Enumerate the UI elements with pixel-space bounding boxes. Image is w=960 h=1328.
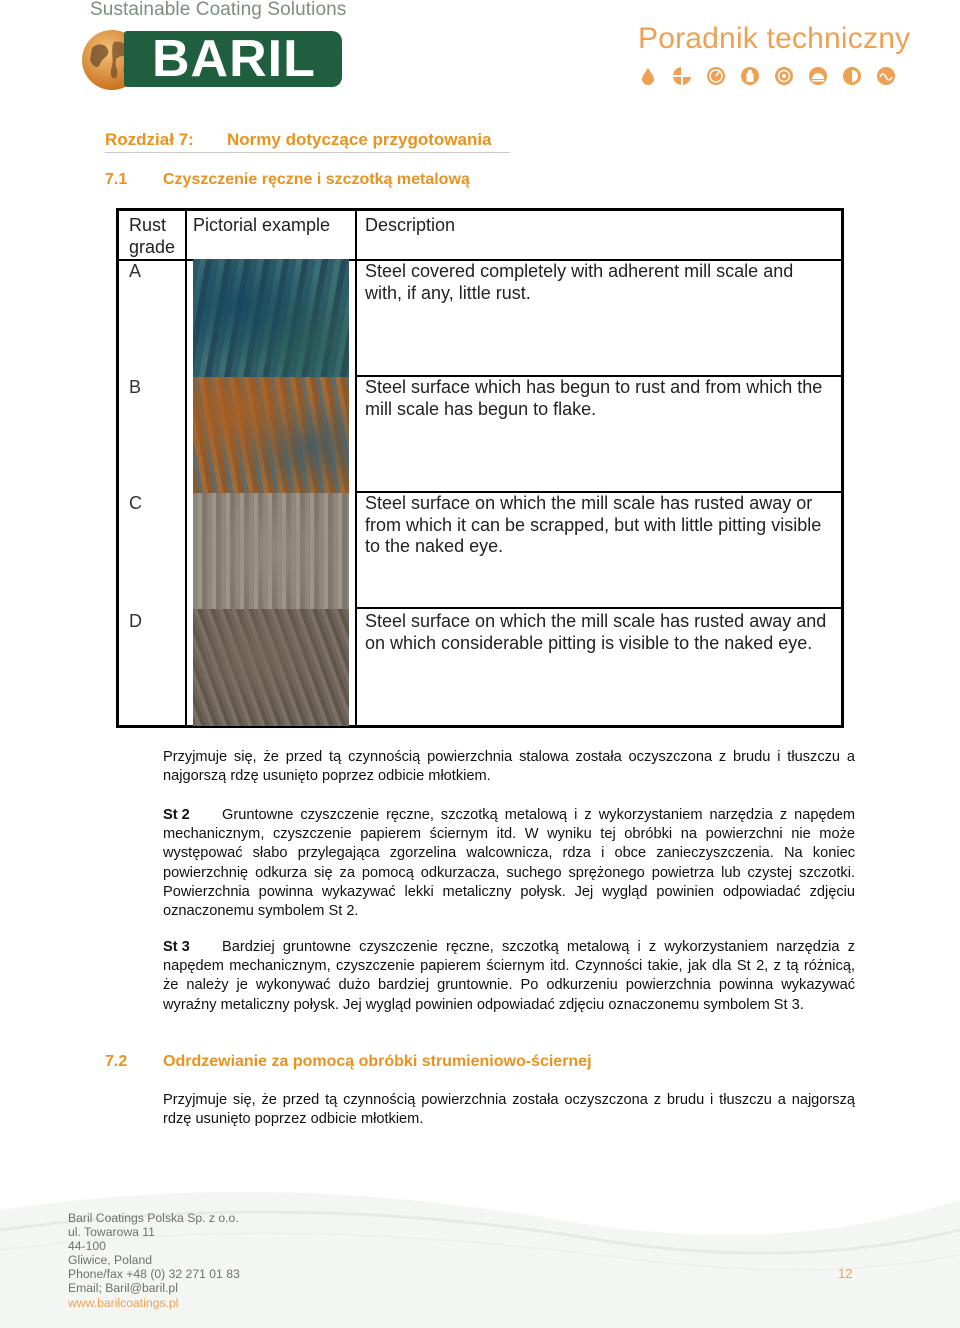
dome-icon [808,66,828,86]
footer-email[interactable]: Email; Baril@baril.pl [68,1281,178,1296]
section-heading-7-1 [105,171,470,189]
guide-title: Poradnik techniczny [638,22,911,55]
chapter-heading [105,130,510,153]
footer-street: ul. Towarowa 11 [68,1225,155,1240]
page-number: 12 [838,1266,853,1281]
st2-text: Gruntowne czyszczenie ręczne, szczotką metalową i z wykorzystaniem narzędzia z napędem mechanicznym, czyszczenie papierem ściernym itd. W wyniku tej obróbki na powierzchni nie może występować słabo przylegająca zgorzelina walcownicza, rdza i obce zanieczyszczenia. Na koniec powierzchnię odkurza się za pomocą odkurzacza, suchego sprężonego powietrza lub czystej szczotki. Powierzchnia powinna wykazywać lekki metaliczny połysk. Jej wygląd powinien odpowiadać zdjęciu oznaczonemu symbolem St 2. [163,807,855,920]
description-b: Steel surface which has begun to rust and from which the mill scale has begun to flake. [365,377,823,419]
quadrant-icon [672,66,692,86]
st3-paragraph [163,938,855,1015]
rust-photo-b [193,377,349,493]
section-number: 7.2 [105,1053,128,1070]
target-icon [774,66,794,86]
footer-contact [68,1211,240,1310]
section-7-2-paragraph: Przyjmuje się, że przed tą czynnością powierzchnia została oczyszczona z brudu i tłuszczu a najgorszą rdzę usunięto poprzez odbicie młotkiem. [163,1092,855,1128]
rust-photo-c [193,493,349,609]
baril-logo: BARIL [124,31,342,87]
header-pictorial: Pictorial example [193,215,331,235]
header-rust-grade: Rust grade [129,215,176,257]
rust-photo-d [193,609,349,726]
intro-paragraph: Przyjmuje się, że przed tą czynnością powierzchnia stalowa została oczyszczona z brudu i tłuszczu a najgorszą rdzę usunięto poprzez odbicie młotkiem. [163,749,855,785]
column-divider [355,211,357,725]
grade-d: D [129,611,142,631]
footer-company: Baril Coatings Polska Sp. z o.o. [68,1211,239,1225]
description-a: Steel covered completely with adherent mill scale and with, if any, little rust. [365,261,794,303]
section-title: Odrdzewianie za pomocą obróbki strumieniowo-ściernej [163,1053,592,1070]
wave-icon [876,66,896,86]
st3-text: Bardziej gruntowne czyszczenie ręczne, szczotką metalową i z wykorzystaniem narzędzia z napędem mechanicznym, czyszczenie papierem ściernym itd. Czynności takie, jak dla St 2, z tą różnicą, że należy je wykonywać dużo bardziej gruntownie. Po odkurzeniu powierzchnia powinna wykazywać wyraźny metaliczny połysk. Jej wygląd powinien odpowiadać zdjęciu oznaczonemu symbolem St 3. [163,939,855,1013]
half-circle-icon [842,66,862,86]
row-divider [355,607,841,609]
footer-city: Gliwice, Poland [68,1253,152,1268]
description-c: Steel surface on which the mill scale has rusted away or from which it can be scrapped, but with little pitting visible to the naked eye. [365,493,822,556]
chapter-label: Rozdział 7: [105,130,194,149]
rust-photo-a [193,259,349,377]
section-heading-7-2 [105,1053,592,1071]
description-d: Steel surface on which the mill scale has rusted away and on which considerable pitting is visible to the naked eye. [365,611,827,653]
footer-phone: Phone/fax +48 (0) 32 271 01 83 [68,1267,240,1282]
drop-icon [638,66,658,86]
header-description: Description [365,215,456,235]
section-number: 7.1 [105,171,128,188]
grade-a: A [129,261,142,281]
section-title: Czyszczenie ręczne i szczotką metalową [163,171,470,188]
gauge-icon [706,66,726,86]
chapter-title: Normy dotyczące przygotowania [227,130,492,149]
category-icon-row [638,66,896,86]
column-divider [185,211,187,725]
st2-code: St 2 [163,807,190,823]
footer-website-link[interactable]: www.barilcoatings.pl [68,1295,179,1310]
table-header-row [119,211,841,261]
tagline: Sustainable Coating Solutions [90,0,347,20]
footer-postal: 44-100 [68,1239,106,1254]
st2-paragraph [163,806,855,921]
bottle-icon [740,66,760,86]
rust-grade-table [116,208,844,728]
st3-code: St 3 [163,939,190,955]
grade-c: C [129,493,142,513]
grade-b: B [129,377,142,397]
